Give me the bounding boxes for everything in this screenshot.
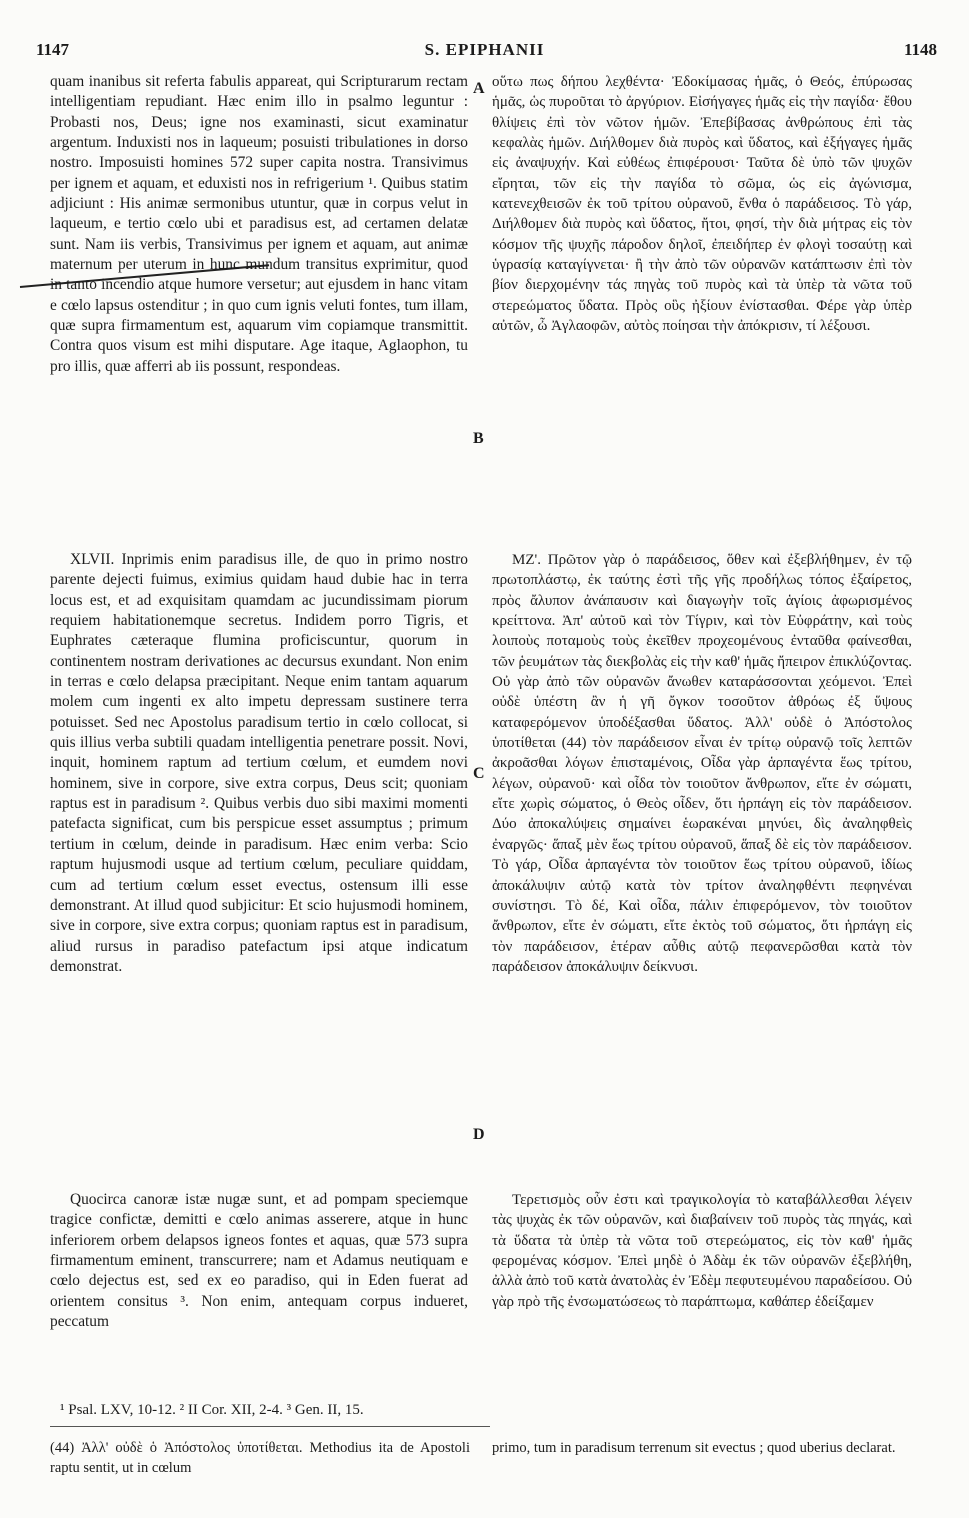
- page-number-left: 1147: [36, 40, 70, 59]
- notes-divider: [50, 1426, 490, 1427]
- endnote-right: primo, tum in paradisum terrenum sit evectus ; quod uberius declarat.: [492, 1440, 896, 1456]
- margin-letter-c: C: [473, 765, 485, 782]
- latin-block-3: [50, 1190, 468, 1332]
- greek-block-3: [492, 1190, 912, 1312]
- endnote-left: (44) Ἀλλ' οὐδὲ ὁ Ἀπόστολος ὑποτίθεται. Methodius ita de Apostoli raptu sentit, ut in cœlum: [50, 1440, 470, 1476]
- margin-letter-d: D: [473, 1126, 485, 1143]
- margin-letter-a: A: [473, 80, 485, 97]
- greek-block-1: [492, 72, 912, 336]
- latin-paragraph-1: quam inanibus sit referta fabulis appareat, qui Scripturarum rectam intelligentiam repudiant. Hæc enim illo in psalmo leguntur : Probasti nos, Deus; igne nos examinasti, sicut examinatur argentum. Induxisti nos in laqueum; posuisti tribulationes in dorso nostro. Imposuisti homines 572 super capita nostra. Transivimus per ignem et aquam, et eduxisti nos in refrigerium ¹. Quibus statim adjiciunt : His animæ sermonibus utuntur, quæ in corpus velut in laqueum, e tertio cœlo ubi et paradisus est, ad certamen delatæ sunt. Nam iis verbis, Transivimus per ignem et aquam, aut animæ maternum per uterum in hunc mundum transitus exprimitur, quod in tanto incendio atque humore versetur; aut ejusdem in hanc vitam e cœlo lapsus ostenditur ; in quo cum ignis veluti fontes, tum illam, quæ supra firmamentum est, aquarum vim copiamque transmittit. Contra quos visum est mihi disputare. Age itaque, Aglaophon, tu pro illis, quæ afferri ab iis possunt, respondeas.: [50, 73, 468, 375]
- page-number-right: 1148: [903, 40, 937, 59]
- latin-block-2: [50, 550, 468, 977]
- latin-block-1: [50, 72, 468, 377]
- greek-paragraph-1: οὕτω πως δήπου λεχθέντα· Ἐδοκίμασας ἡμᾶς, ὁ Θεός, ἐπύρωσας ἡμᾶς, ὡς πυροῦται τὸ ἀργύριον. Εἰσήγαγες ἡμᾶς εἰς τὴν παγίδα· ἔθου θλίψεις ἐπὶ τὸν νῶτον ἡμῶν. Ἐπεβίβασας ἀνθρώπους ἐπὶ τὰς κεφαλὰς ἡμῶν. Διήλθομεν διὰ πυρὸς καὶ ὕδατος, καὶ ἐξήγαγες ἡμᾶς εἰς ἀναψυχήν. Καὶ εὐθέως ἐπιφέρουσι· Ταῦτα δὲ ὑπὸ τῶν ψυχῶν εἴρηται, τῶν εἰς τὴν παγίδα τὸ σῶμα, ὡς εἰς ἀγώνισμα, κατενεχθεισῶν ἐκ τοῦ τρίτου οὐρανοῦ, ἔνθα ὁ παράδεισος. Τὸ γάρ, Διήλθομεν διὰ πυρὸς καὶ ὕδατος, ἤτοι, φησί, τὴν διὰ μήτρας εἰς τὸν κόσμον τῆς ψυχῆς πάροδον δηλοῖ, ἐπειδήπερ ἐν φλογὶ τοσαύτῃ καὶ ὑγρασίᾳ καταγίγνεται· ἢ τὴν ἀπὸ τῶν οὐρανῶν κατάπτωσιν ἐπὶ τὸν βίον διερχομένην τάς πηγὰς τοῦ πυρὸς καὶ τὰ ὑπὲρ τὰ νῶτα τοῦ στερεώματος ὕδατα. Πρὸς οὓς ἠξίουν ἐνίστασθαι. Φέρε γὰρ ὑπὲρ αὐτῶν, ὦ Ἀγλαοφῶν, αὐτὸς ποίησαι τὴν ἀπόκρισιν, τί λέξουσι.: [492, 74, 912, 335]
- latin-paragraph-3: Quocirca canoræ istæ nugæ sunt, et ad pompam speciemque tragice confictæ, demitti e cœlo animas asserere, atque in hunc inferiorem orbem delapsos igneos fontes et aquas, quæ 573 supra firmamentum eminent, transcurrere; nam et Adamus neutiquam e cœlo dejectus est, sed ex eo paradiso, qui in Eden fuerat ad orientem consitus ³. Non enim, antequam corpus indueret, peccatum: [50, 1191, 468, 1331]
- margin-letter-b: B: [473, 430, 484, 447]
- greek-paragraph-2: ΜΖ'. Πρῶτον γὰρ ὁ παράδεισος, ὅθεν καὶ ἐξεβλήθημεν, ἐν τῷ πρωτοπλάστῳ, ἐκ ταύτης ἐστὶ τῆς γῆς προδήλως τόπος ἐξαίρετος, πρὸς ἄλυπον ἀνάπαυσιν καὶ διαγωγὴν τοῖς ἁγίοις ἀφωρισμένος κρείττονα. Ἀπ' αὐτοῦ καὶ τὸν Τίγριν, καὶ τὸν Εὐφράτην, καὶ τοὺς λοιποὺς ποταμοὺς τοὺς ἐκεῖθεν προχεομένους ἐνταῦθα φαίνεσθαι, τῶν ῥευμάτων τὰς διεκβολὰς εἰς τὴν καθ' ἡμᾶς ἤπειρον ἐπικλύζοντας. Οὐ γὰρ ἀπὸ τῶν οὐρανῶν ἄνωθεν καταράσσονται χεόμενοι. Ἐπεὶ οὐδὲ ὑπέστη ἂν ἡ γῆ ὄγκον τοσοῦτον ἀθρόως ἐξ ὕψους καταφερόμενον ὑποδέξασθαι ὕδατος. Ἀλλ' οὐδὲ ὁ Ἀπόστολος ὑποτίθεται (44) τὸν παράδεισον εἶναι ἐν τρίτῳ οὐρανῷ τοῖς λεπτῶν ἀκροᾶσθαι λόγων ἐπισταμένοις, Οἶδα γὰρ ἁρπαγέντα ἕως τρίτου, λέγων, οὐρανοῦ· καὶ οἶδα τὸν τοιοῦτον ἄνθρωπον, εἴτε ἐν σώματι, εἴτε χωρὶς σώματος, ὁ Θεὸς οἶδεν, ὅτι ἡρπάγη εἰς τὸν παράδεισον. Δύο ἀποκαλύψεις σημαίνει ἑωρακέναι μηνύει, δὶς ἀναληφθεὶς ἐναργῶς· ἅπαξ μὲν ἕως τρίτου οὐρανοῦ, ἅπαξ δὲ εἰς τὸν παράδεισον. Τὸ γάρ, Οἶδα ἁρπαγέντα τὸν τοιοῦτον ἕως τρίτου οὐρανοῦ, ἰδίως ἀποκάλυψιν αὐτῷ κατὰ τὸν τρίτον ἀναληφθέντι πεφηνέναι συνίστησι. Τὸ δέ, Καὶ οἶδα, πάλιν ἐπιφερόμενον, τὸν τοιοῦτον ἄνθρωπον, εἴτε ἐν σώματι, εἴτε ἐκτὸς τοῦ σώματος, ὅτι ἡρπάγη εἰς τὸν παράδεισον, ἑτέραν αὖθις αὐτῷ πεφανερῶσθαι κατὰ τὸν παράδεισον ἀποκάλυψιν δείκνυσι.: [492, 552, 912, 975]
- greek-paragraph-3: Τερετισμὸς οὖν ἐστι καὶ τραγικολογία τὸ καταβάλλεσθαι λέγειν τὰς ψυχὰς ἐκ τῶν οὐρανῶν, καὶ διαβαίνειν τοῦ πυρὸς τὰς πηγάς, καὶ τὰ ὕδατα τὰ ὑπὲρ τὰ νῶτα τοῦ στερεώματος, εἰς τὸν καθ' ἡμᾶς φερομένας κόσμον. Ἐπεὶ μηδὲ ὁ Ἀδὰμ ἐκ τῶν οὐρανῶν ἐξεβλήθη, ἀλλὰ ἀπὸ τοῦ κατὰ ἀνατολὰς ἐν Ἐδὲμ πεφυτευμένου παραδείσου. Οὐ γὰρ πρὸ τῆς ἐνσωματώσεως τὸ παράπτωμα, καθάπερ ἐδείξαμεν: [492, 1192, 912, 1310]
- scripture-footnotes: ¹ Psal. LXV, 10-12. ² II Cor. XII, 2-4. ³ Gen. II, 15.: [60, 1402, 364, 1418]
- greek-block-2: [492, 550, 912, 977]
- running-title: S. EPIPHANII: [424, 40, 545, 59]
- latin-paragraph-2: XLVII. Inprimis enim paradisus ille, de quo in primo nostro parente dejecti fuimus, eximius quidam haud dubie hac in terra locus est, et ad exquisitam quamdam ac jucundissimam piorum requiem habitationemque secretus. Indidem porro Tigris, et Euphrates cæteraque flumina proficiscuntur, quorum in continentem nostram derivationes ac decursus exundant. Non enim in terras e cœlo delapsa præcipitant. Neque enim tantam aquarum molem cum ingenti ex alto impetu depressam sustinere terra potuisset. Sed nec Apostolus paradisum tertio in cœlo collocat, si quis illius verba subtili quadam intelligentia penetrare possit. Novi, inquit, hominem raptum ad tertium cœlum, et eumdem novi hominem, sive in corpore, sive extra corpus, Deus scit; quoniam raptus est in paradisum ². Quibus verbis duo sibi maximi momenti patefacta significat, cum bis perspicue esset assumptus ; primum tertium in cœlum, deinde in paradisum. Hæc enim verba: Scio raptum hujusmodi usque ad tertium cœlum, peculiare quiddam, cum ad tertium cœlum esset evectus, ostensum illi esse demonstrant. At illud quod subjicitur: Et scio hujusmodi hominem, sive in corpore, sive extra corpus; quoniam raptus est in paradisum, aliud rursus in paradiso patefactum ipsi atque indicatum demonstrat.: [50, 551, 468, 975]
